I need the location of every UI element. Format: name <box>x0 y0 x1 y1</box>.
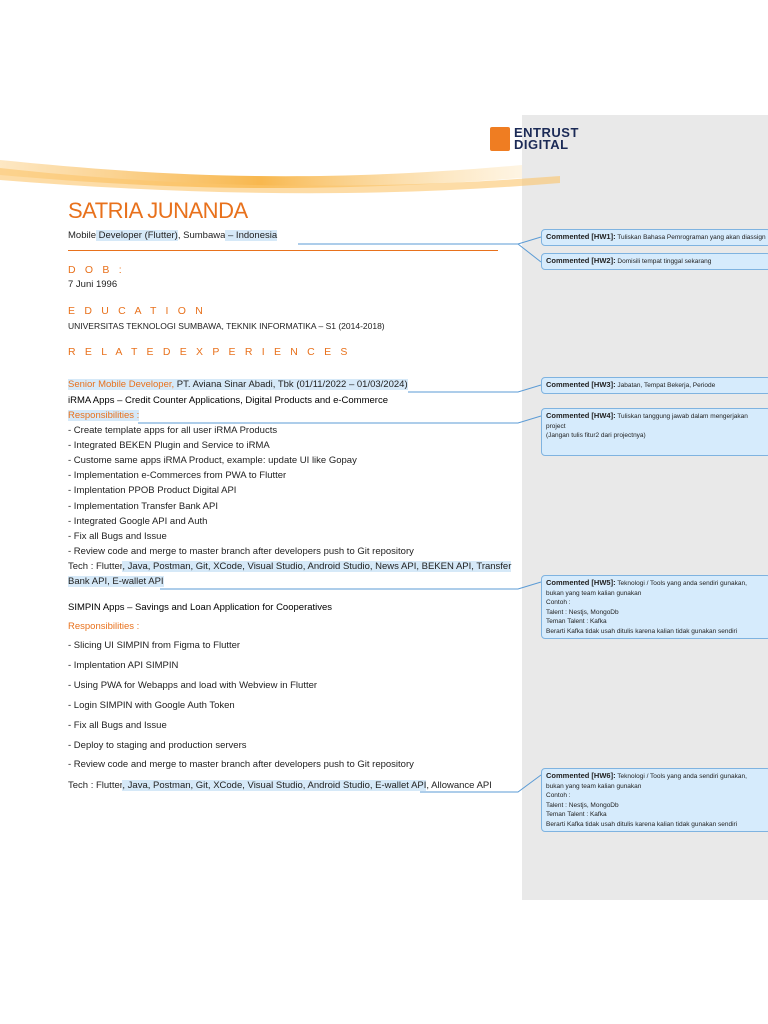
subtitle-country: – Indonesia <box>225 230 278 241</box>
comment-text: Contoh : <box>546 599 571 606</box>
responsibility-item: - Fix all Bugs and Issue <box>68 719 167 731</box>
comment-text: Teknologi / Tools yang anda sendiri gunakan, bukan yang team kalian gunakan <box>546 580 747 597</box>
experience-heading: R E L A T E D E X P E R I E N C E S <box>68 346 351 358</box>
responsibilities-label: Responsibilities : <box>68 410 140 421</box>
job-line <box>68 379 408 390</box>
comment-hw4[interactable] <box>541 408 768 456</box>
comment-label: Commented [HW4]: <box>546 411 616 420</box>
tech-list: , Java, Postman, Git, XCode, Visual Studio, Android Studio, E-wallet API <box>122 780 427 791</box>
comment-text: Talent : Nestjs, MongoDb <box>546 608 619 616</box>
subtitle-role: Developer (Flutter) <box>96 230 178 241</box>
comment-text: Tuliskan tanggung jawab dalam mengerjakan project <box>546 413 748 430</box>
education-value: UNIVERSITAS TEKNOLOGI SUMBAWA, TEKNIK INFORMATIKA – S1 (2014-2018) <box>68 321 385 331</box>
responsibility-item: - Using PWA for Webapps and load with Webview in Flutter <box>68 679 318 691</box>
dob-heading: D O B : <box>68 264 125 276</box>
project-name: iRMA Apps – Credit Counter Applications, Digital Products and e-Commerce <box>68 395 388 406</box>
responsibility-item: - Create template apps for all user iRMA Products <box>68 425 278 436</box>
logo-line2: DIGITAL <box>514 137 569 152</box>
comment-hw2[interactable] <box>541 253 768 270</box>
responsibilities-label: Responsibilities : <box>68 621 140 632</box>
subtitle-city: , Sumbawa <box>177 230 226 241</box>
tech-line <box>68 780 492 791</box>
comment-text: Talent : Nestjs, MongoDb <box>546 801 619 809</box>
dob-value: 7 Juni 1996 <box>68 279 118 290</box>
comment-label: Commented [HW5]: <box>546 578 616 587</box>
responsibility-item: - Slicing UI SIMPIN from Figma to Flutter <box>68 640 241 651</box>
comment-text: Tuliskan Bahasa Pemrograman yang akan diassign <box>617 234 766 241</box>
comment-text: Contoh : <box>546 792 571 799</box>
tech-list: , Java, Postman, Git, XCode, Visual Studio, Android Studio, News API, BEKEN API, Transfer <box>122 561 512 572</box>
logo-line1: ENTRUST <box>514 125 579 140</box>
job-title: Senior Mobile Developer, <box>68 379 175 390</box>
comment-label: Commented [HW2]: <box>546 256 616 265</box>
comment-text: Jabatan, Tempat Bekerja, Periode <box>617 382 716 389</box>
responsibility-item: - Fix all Bugs and Issue <box>68 530 167 542</box>
comment-label: Commented [HW1]: <box>546 232 616 241</box>
circuit-icon <box>490 127 510 151</box>
tech-suffix: , Allowance API <box>426 780 492 791</box>
comment-hw3[interactable] <box>541 377 768 394</box>
comment-text: (Jangan tulis fitur2 dari projectnya) <box>546 432 646 439</box>
tech-prefix: Tech : Flutter <box>68 561 123 572</box>
comment-hw1[interactable] <box>541 229 768 246</box>
comment-text: Berarti Kafka tidak usah ditulis karena kalian tidak gunakan sendiri <box>546 627 738 635</box>
project-name: SIMPIN Apps – Savings and Loan Application for Cooperatives <box>68 602 333 613</box>
responsibility-item: - Implementation e-Commerces from PWA to Flutter <box>68 470 287 482</box>
tech-line-2: Bank API, E-wallet API <box>68 576 164 587</box>
subtitle-prefix: Mobile <box>68 230 96 241</box>
responsibility-item: - Custome same apps iRMA Product, example: update UI like Gopay <box>68 455 357 467</box>
education-heading: E D U C A T I O N <box>68 305 207 317</box>
responsibility-item: - Review code and merge to master branch after developers push to Git repository <box>68 759 414 771</box>
tech-line <box>68 561 511 572</box>
responsibility-item: - Implementation Transfer Bank API <box>68 500 218 512</box>
entrust-digital-logo <box>490 127 579 151</box>
comment-hw6[interactable] <box>541 768 768 832</box>
responsibility-item: - Integrated BEKEN Plugin and Service to iRMA <box>68 440 270 452</box>
responsibility-item: - Login SIMPIN with Google Auth Token <box>68 699 235 711</box>
responsibility-item: - Integrated Google API and Auth <box>68 515 208 527</box>
comment-text: Teman Talent : Kafka <box>546 811 607 818</box>
candidate-name: SATRIA JUNANDA <box>68 198 248 223</box>
subtitle <box>68 230 277 241</box>
divider <box>68 250 498 251</box>
comment-text: Berarti Kafka tidak usah ditulis karena kalian tidak gunakan sendiri <box>546 820 738 828</box>
comment-label: Commented [HW6]: <box>546 771 616 780</box>
comment-text: Domisili tempat tinggal sekarang <box>617 258 712 265</box>
comment-text: Teknologi / Tools yang anda sendiri gunakan, bukan yang team kalian gunakan <box>546 773 747 790</box>
responsibility-item: - Implentation API SIMPIN <box>68 659 179 671</box>
responsibility-item: - Implentation PPOB Product Digital API <box>68 485 237 497</box>
responsibility-item: - Deploy to staging and production servers <box>68 739 247 751</box>
comment-hw5[interactable] <box>541 575 768 639</box>
job-company: PT. Aviana Sinar Abadi, Tbk (01/11/2022 – 01/03/2024) <box>174 379 408 390</box>
comment-label: Commented [HW3]: <box>546 380 616 389</box>
tech-prefix: Tech : Flutter <box>68 780 123 791</box>
responsibility-item: - Review code and merge to master branch after developers push to Git repository <box>68 545 414 557</box>
comment-text: Teman Talent : Kafka <box>546 618 607 625</box>
